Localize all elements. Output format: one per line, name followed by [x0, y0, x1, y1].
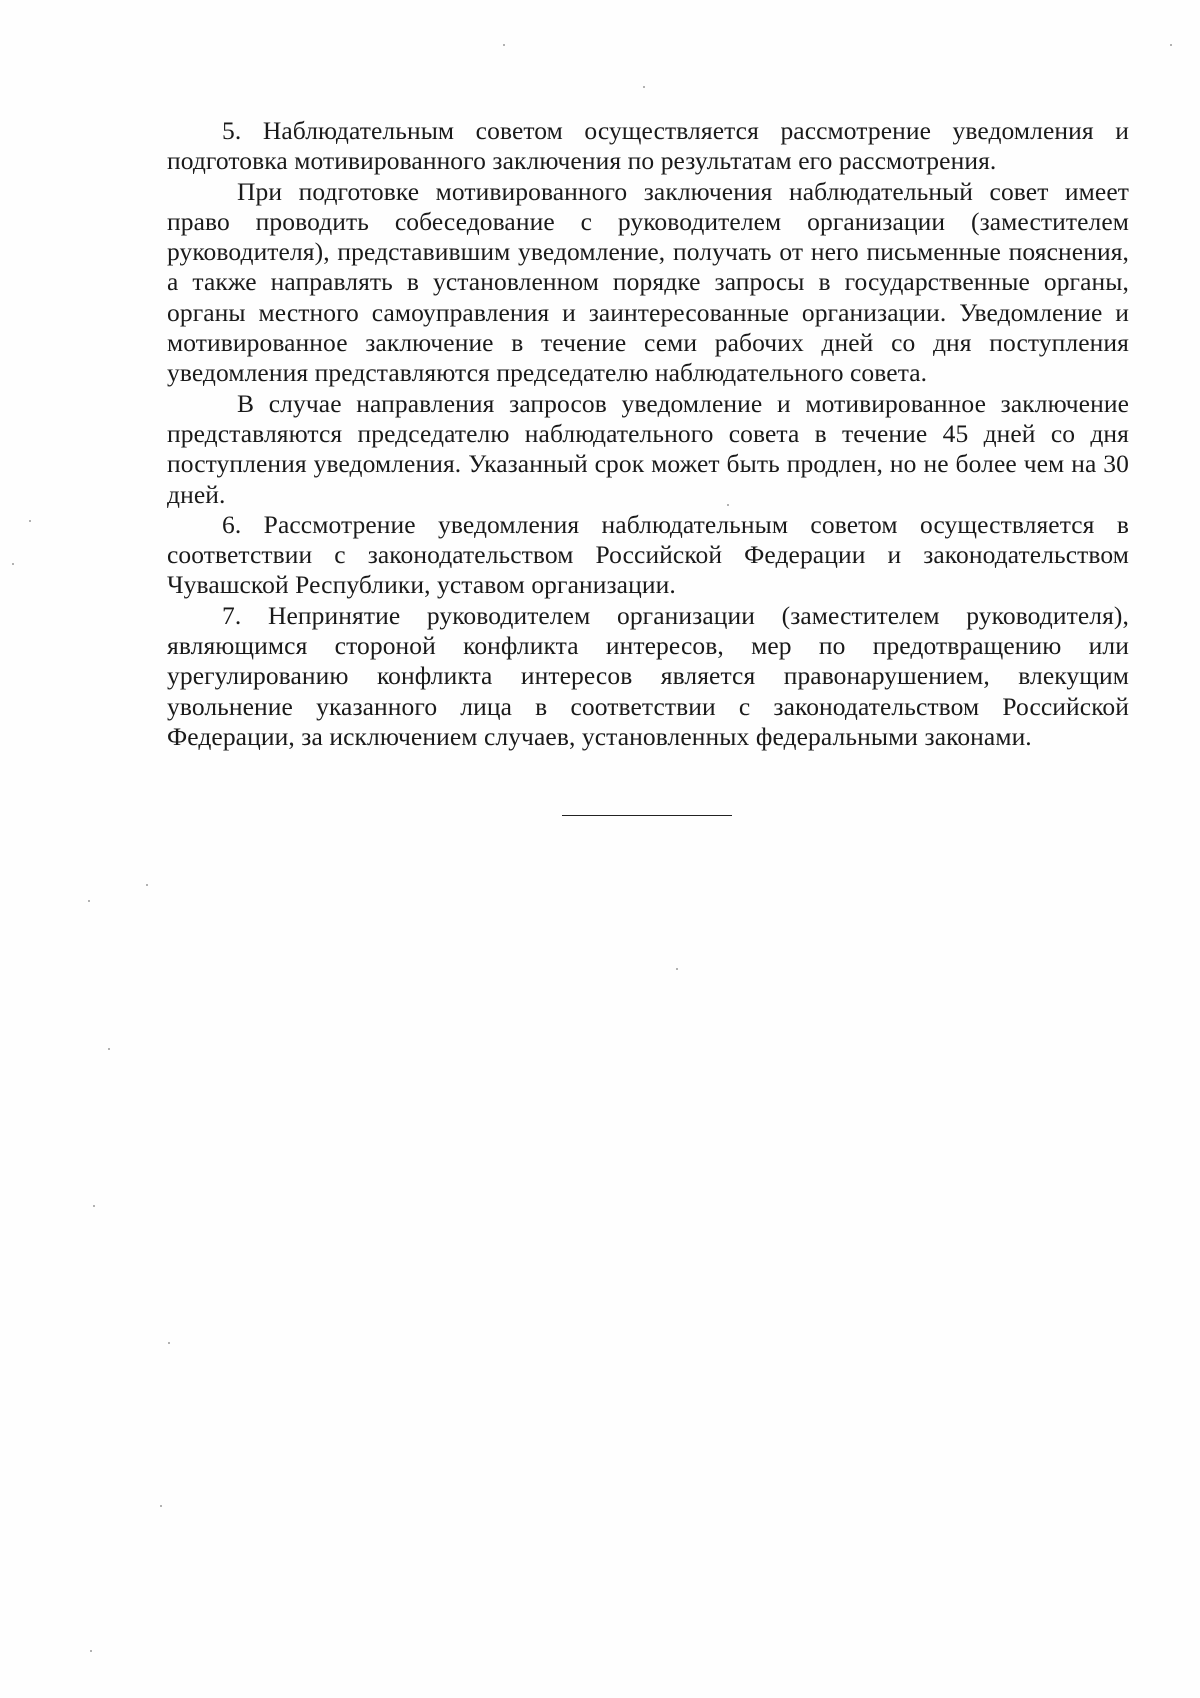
- scan-speck: [160, 1505, 162, 1507]
- scan-speck: [29, 520, 31, 522]
- scan-speck: [93, 1205, 95, 1207]
- paragraph-conclusion-preparation: При подготовке мотивированного заключения наблюдательный совет имеет право проводить собеседование с руководителем организации (заместителем руководителя), представившим уведомление, получать от него письменные пояснения, а также направлять в установленном порядке запросы в государственные органы, органы местного самоуправления и заинтересованные организации. Уведомление и мотивированное заключение в течение семи рабочих дней со дня поступления уведомления представляются председателю наблюдательного совета.: [167, 176, 1129, 388]
- scan-speck: [168, 1342, 170, 1344]
- scan-speck: [727, 504, 729, 506]
- paragraph-item-5: 5. Наблюдательным советом осуществляется рассмотрение уведомления и подготовка мотивированного заключения по результатам его рассмотрения.: [167, 116, 1129, 176]
- paragraph-item-6: 6. Рассмотрение уведомления наблюдательным советом осуществляется в соответствии с законодательством Российской Федерации и законодательством Чувашской Республики, уставом организации.: [167, 509, 1129, 600]
- scan-speck: [676, 968, 678, 970]
- paragraph-requests-deadline: В случае направления запросов уведомление и мотивированное заключение представляются председателю наблюдательного совета в течение 45 дней со дня поступления уведомления. Указанный срок может быть продлен, но не более чем на 30 дней.: [167, 388, 1129, 509]
- scan-speck: [146, 884, 148, 886]
- paragraph-item-7: 7. Непринятие руководителем организации (заместителем руководителя), являющимся стороной конфликта интересов, мер по предотвращению или урегулированию конфликта интересов является правонарушением, влекущим увольнение указанного лица в соответствии с законодательством Российской Федерации, за исключением случаев, установленных федеральными законами.: [167, 600, 1129, 751]
- scan-speck: [503, 44, 505, 46]
- scan-speck: [643, 86, 645, 88]
- document-body: [167, 116, 1129, 752]
- scan-speck: [1170, 44, 1172, 46]
- scan-speck: [12, 563, 14, 565]
- end-of-document-rule: [562, 815, 732, 816]
- scan-speck: [90, 1650, 92, 1652]
- scan-speck: [108, 1048, 110, 1050]
- scan-speck: [88, 900, 90, 902]
